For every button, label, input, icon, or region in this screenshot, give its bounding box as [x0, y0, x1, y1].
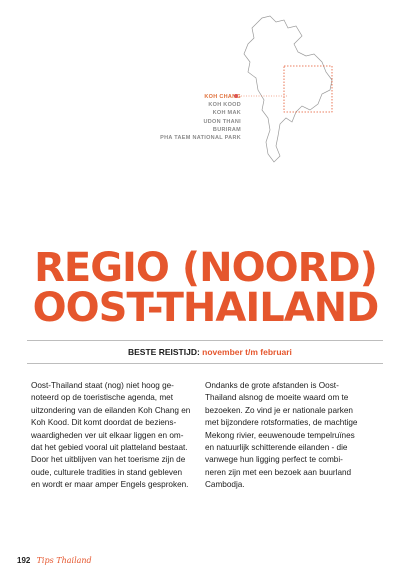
text-line: en wordt er maar amper Engels gesproken.	[31, 480, 189, 490]
season-value: november t/m februari	[202, 347, 292, 357]
place-udon-thani: UDON THANI	[203, 118, 241, 125]
text-line: uitzondering van de eilanden Koh Chang en	[31, 405, 191, 415]
text-line: noteerd op de toeristische agenda, met	[31, 393, 174, 403]
section-name: Tips Thailand	[36, 556, 92, 565]
text-line: en natuurlijk schitterende eilanden - die	[205, 443, 348, 453]
best-season	[128, 347, 292, 357]
text-line: vanwege hun ligging perfect te combi-	[205, 455, 343, 465]
text-line: Mekong rivier, eeuwenoude tempelruïnes	[205, 430, 355, 440]
text-line: dat het gebied vooral uit platteland bestaat.	[31, 443, 188, 453]
east-region-box	[284, 66, 332, 112]
page-title-line2: OOST-THAILAND	[32, 285, 379, 331]
text-line: Koh Kood. Dit komt doordat de beziens-	[31, 418, 177, 428]
text-line: Ondanks de grote afstanden is Oost-	[205, 381, 339, 390]
page-footer	[17, 556, 92, 565]
text-line: Thailand alsnog de moeite waard om te	[205, 393, 349, 403]
text-line: Door het uitblijven van het toerisme zijn de	[31, 455, 186, 465]
place-list	[160, 93, 241, 142]
place-buriram: BURIRAM	[212, 126, 241, 133]
text-line: met bijzondere rotsformaties, de machtige	[205, 418, 358, 428]
divider-bottom	[27, 363, 383, 364]
text-line: oude, culturele tradities in stand gebleven	[31, 467, 183, 477]
place-koh-kood: KOH KOOD	[208, 102, 241, 109]
text-column-right	[205, 380, 378, 492]
text-line: Cambodja.	[205, 480, 245, 490]
thailand-outline	[244, 16, 332, 162]
text-line: Oost-Thailand staat (nog) niet hoog ge-	[31, 381, 174, 390]
place-koh-chang: KOH CHANG	[204, 94, 241, 100]
place-koh-mak: KOH MAK	[212, 110, 241, 117]
season-label: BESTE REISTIJD:	[128, 347, 200, 357]
page-number: 192	[17, 556, 31, 565]
thailand-map	[232, 14, 342, 164]
text-line: bezoeken. Zo vind je er nationale parken	[205, 405, 353, 415]
divider-top	[27, 340, 383, 341]
text-line: waardigheden ver uit elkaar liggen en om-	[31, 430, 184, 440]
text-line: neren zijn met een bezoek aan buurland	[205, 467, 352, 477]
place-pha-taem: PHA TAEM NATIONAL PARK	[160, 135, 241, 142]
text-column-left	[31, 380, 204, 492]
page-title-line1: REGIO (NOORD)	[34, 245, 377, 291]
